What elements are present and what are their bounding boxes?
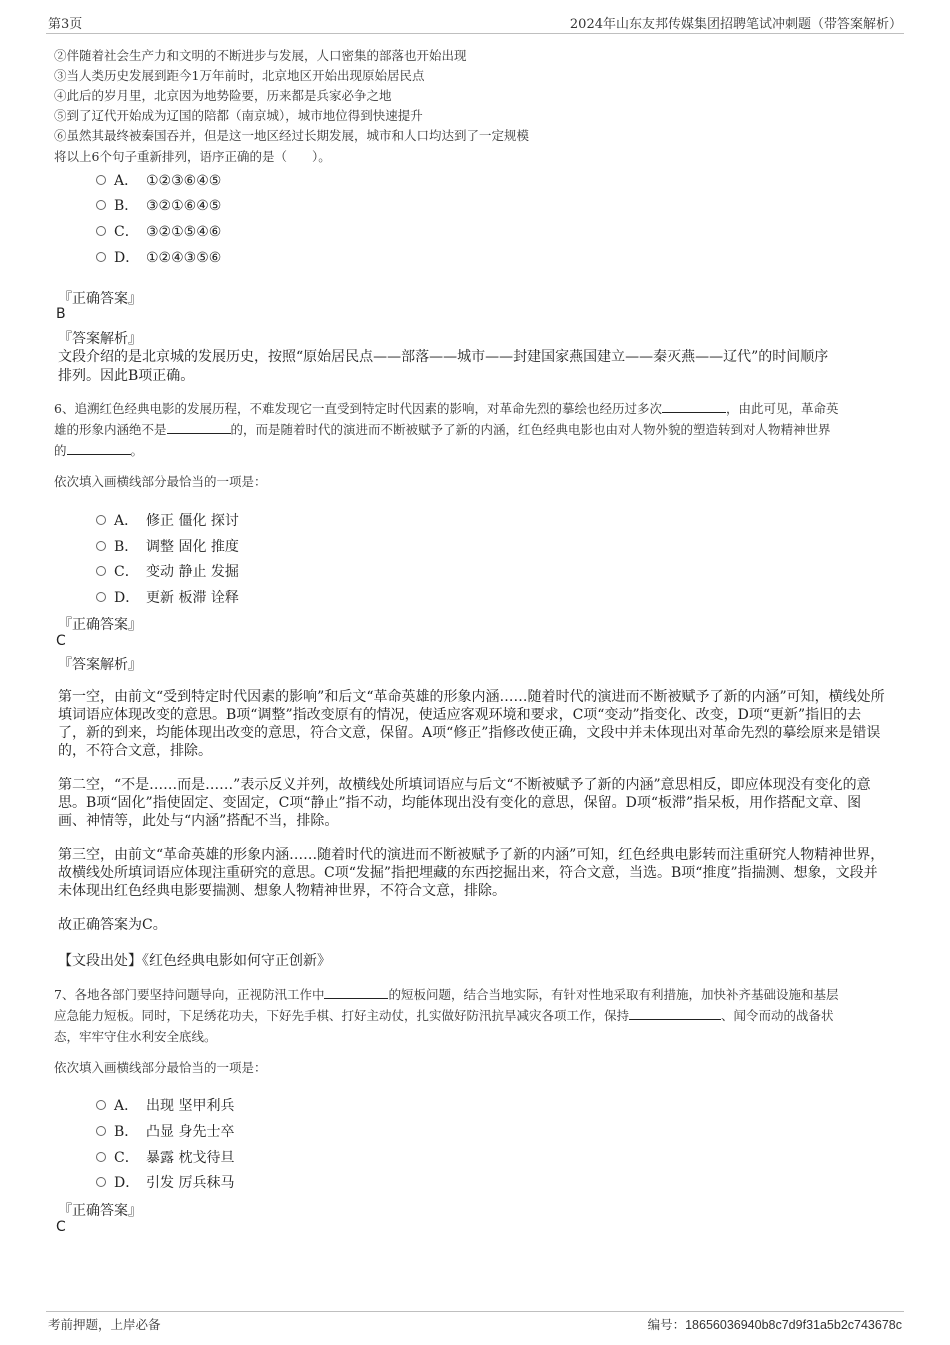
option-a[interactable]: A． ①②③⑥④⑤	[96, 170, 221, 190]
analysis-label: 『答案解析』	[58, 657, 142, 673]
document-title: 2024年山东友邦传媒集团招聘笔试冲刺题（带答案解析）	[569, 17, 902, 32]
sentence-3: ③当人类历史发展到距今1万年前时，北京地区开始出现原始居民点	[54, 68, 425, 83]
footer-slogan: 考前押题，上岸必备	[48, 1317, 161, 1332]
radio-icon[interactable]	[96, 1152, 106, 1162]
option-d[interactable]: D． ①②④③⑤⑥	[96, 247, 221, 267]
option-d[interactable]: D． 引发 厉兵秣马	[96, 1172, 234, 1192]
analysis-text: 文段介绍的是北京城的发展历史，按照“原始居民点——部落——城市——封建国家燕国建立——秦灭燕——辽代”的时间顺序	[58, 349, 829, 365]
radio-icon[interactable]	[96, 226, 106, 236]
answer-label: 『正确答案』	[58, 291, 142, 307]
radio-icon[interactable]	[96, 515, 106, 525]
sentence-2: ②伴随着社会生产力和文明的不断进步与发展，人口密集的部落也开始出现	[54, 48, 467, 63]
source-citation: 【文段出处】《红色经典电影如何守正创新》	[58, 953, 331, 969]
option-c[interactable]: C． ③②①⑤④⑥	[96, 221, 221, 241]
radio-icon[interactable]	[96, 1177, 106, 1187]
footer-divider	[46, 1311, 904, 1312]
answer-value: C	[56, 633, 66, 649]
option-a[interactable]: A． 出现 坚甲利兵	[96, 1095, 234, 1115]
radio-icon[interactable]	[96, 252, 106, 262]
analysis-paragraph: 第二空，“不是……而是……”表示反义并列，故横线处所填词语应与后文“不断被赋予了新的内涵”意思相反，即应体现没有变化的意思。B项“固化”指使固定、变固定，C项“静止”指不动，均能体现出没有变化的意思，保留。D项“板滞”指呆板，用作搭配文章、图画、神情等，此处与“内涵”搭配不当，排除。	[58, 777, 871, 829]
answer-value: B	[56, 306, 66, 322]
question-prompt: 将以上6个句子重新排列，语序正确的是（ ）。	[54, 149, 331, 164]
radio-icon[interactable]	[96, 1100, 106, 1110]
analysis-paragraph: 第一空，由前文“受到特定时代因素的影响”和后文“革命英雄的形象内涵……随着时代的演进而不断被赋予了新的内涵”可知，横线处所填词语应体现改变的意思。B项“调整”指改变原有的情况，使适应客观环境和要求，C项“变动”指变化、改变，D项“更新”指旧的去了，新的到来，均能体现出改变的意思，符合文意，保留。A项“修正”指修改使正确，文段中并未体现出对革命先烈的摹绘原来是错误的，不符合文意，排除。	[58, 689, 885, 759]
analysis-paragraph: 第三空，由前文“革命英雄的形象内涵……随着时代的演进而不断被赋予了新的内涵”可知，红色经典电影转而注重研究人物精神世界，故横线处所填词语应体现注重研究的意思。C项“发掘”指把埋藏的东西挖掘出来，符合文意，当选。B项“推度”指揣测、想象，文段并未体现出红色经典电影要揣测、想象人物精神世界，不符合文意，排除。	[58, 847, 885, 899]
answer-value: C	[56, 1219, 66, 1235]
answer-label: 『正确答案』	[58, 1203, 142, 1219]
radio-icon[interactable]	[96, 1126, 106, 1136]
answer-blank	[324, 984, 388, 999]
answer-blank	[662, 398, 726, 413]
radio-icon[interactable]	[96, 175, 106, 185]
radio-icon[interactable]	[96, 592, 106, 602]
answer-blank	[629, 1005, 721, 1020]
analysis-text: 排列。因此B项正确。	[58, 368, 195, 384]
document-code: 编号：18656036940b8c7d9f31a5b2c743678c	[647, 1317, 902, 1332]
sentence-5: ⑤到了辽代开始成为辽国的陪都（南京城），城市地位得到快速提升	[54, 108, 423, 123]
option-c[interactable]: C． 暴露 枕戈待旦	[96, 1147, 234, 1167]
option-a[interactable]: A． 修正 僵化 探讨	[96, 510, 239, 530]
option-b[interactable]: B． 凸显 身先士卒	[96, 1121, 234, 1141]
analysis-label: 『答案解析』	[58, 331, 142, 347]
option-d[interactable]: D． 更新 板滞 诠释	[96, 587, 239, 607]
answer-label: 『正确答案』	[58, 617, 142, 633]
question-stem: 6、追溯红色经典电影的发展历程，不难发现它一直受到特定时代因素的影响，对革命先烈的摹绘也经历过多次 ，由此可见，革命英 雄的形象内涵绝不是 的，而是随着时代的演进而不断被赋予了新的内涵，红色经典电影也由对人物外貌的塑造转到对人物精神世界 的 。	[54, 398, 896, 461]
page-number: 第3页	[48, 17, 83, 32]
question-prompt: 依次填入画横线部分最恰当的一项是：	[54, 1060, 267, 1075]
option-b[interactable]: B． ③②①⑥④⑤	[96, 195, 221, 215]
question-prompt: 依次填入画横线部分最恰当的一项是：	[54, 474, 267, 489]
radio-icon[interactable]	[96, 200, 106, 210]
sentence-4: ④此后的岁月里，北京因为地势险要，历来都是兵家必争之地	[54, 88, 392, 103]
answer-blank	[67, 440, 131, 455]
answer-blank	[167, 419, 231, 434]
sentence-6: ⑥虽然其最终被秦国吞并，但是这一地区经过长期发展，城市和人口均达到了一定规模	[54, 128, 530, 143]
radio-icon[interactable]	[96, 541, 106, 551]
radio-icon[interactable]	[96, 566, 106, 576]
question-stem: 7、各地各部门要坚持问题导向，正视防汛工作中 的短板问题，结合当地实际，有针对性地采取有利措施，加快补齐基础设施和基层 应急能力短板。同时，下足绣花功夫，下好先手棋、打好主动仗，扎实做好防汛抗旱减灾各项工作，保持 、闻令而动的战备状 态，牢牢守住水利安全底线。	[54, 984, 896, 1047]
header-divider	[46, 33, 904, 34]
option-c[interactable]: C． 变动 静止 发掘	[96, 561, 239, 581]
option-b[interactable]: B． 调整 固化 推度	[96, 536, 239, 556]
conclusion-text: 故正确答案为C。	[58, 917, 167, 933]
